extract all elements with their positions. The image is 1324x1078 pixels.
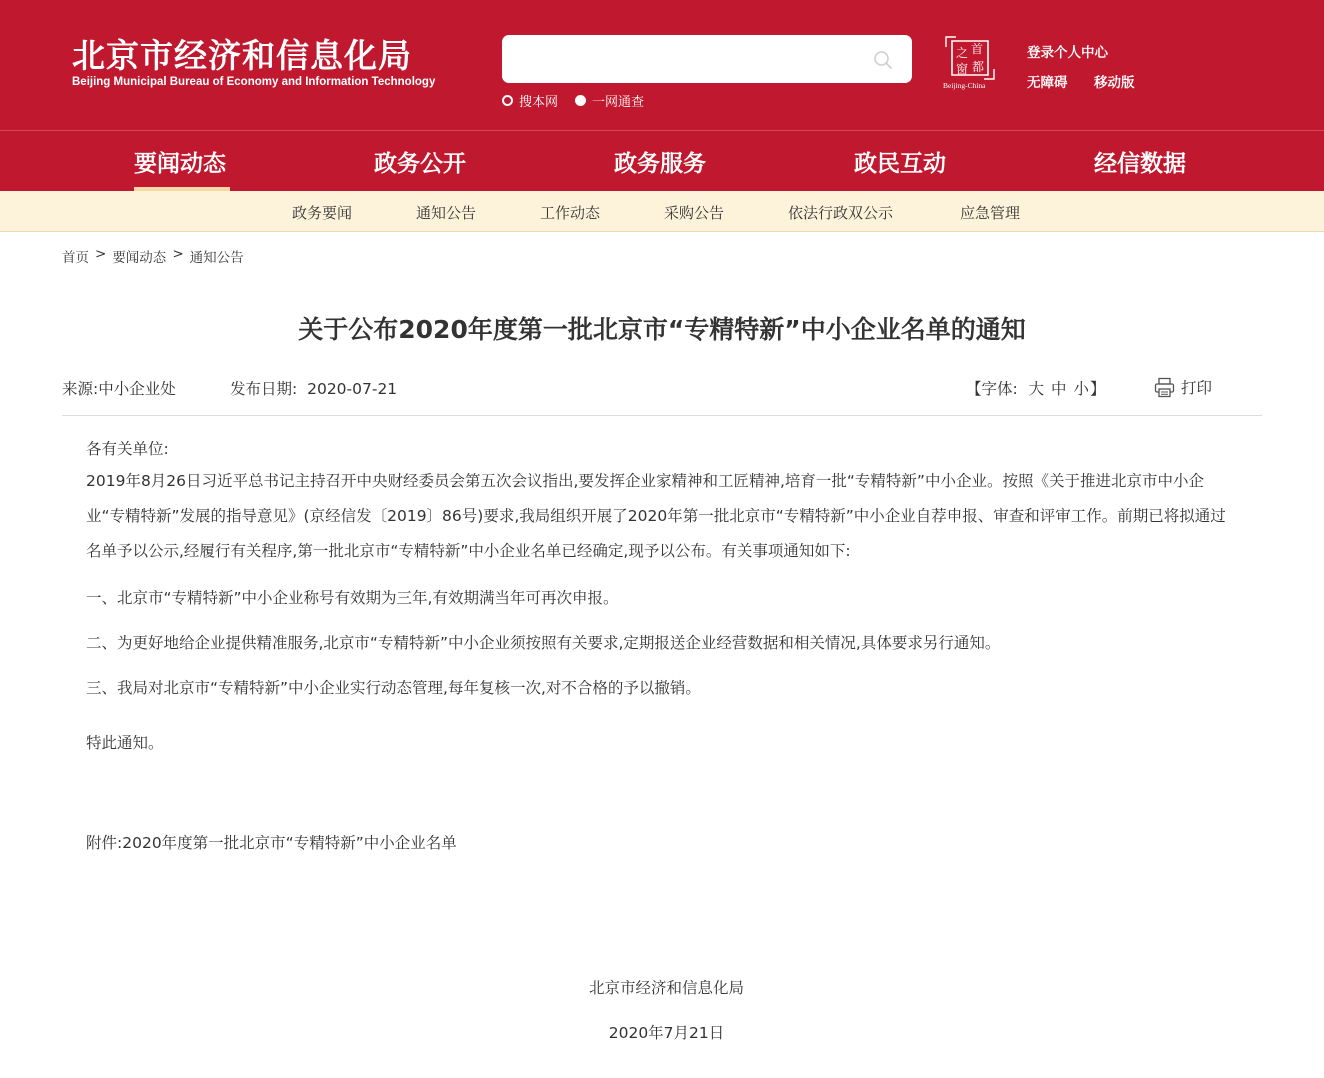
logo-char: 都 xyxy=(971,60,985,74)
breadcrumb-separator: > xyxy=(172,246,184,262)
article-source xyxy=(62,377,176,399)
subnav-notices[interactable]: 通知公告 xyxy=(416,204,477,222)
print-button[interactable] xyxy=(1154,376,1212,398)
radio-icon xyxy=(502,95,513,106)
article-paragraph: 2019年8月26日习近平总书记主持召开中央财经委员会第五次会议指出,要发挥企业家精神和工匠精神,培育一批“专精特新”中小企业。按照《关于推进北京市中小企业“专精特新”发展的指导意见》(京经信发〔2019〕86号)要求,我局组织开展了2020年第一批北京市“专精特新”中小企业自荐申报、审查和评审工作。前期已将拟通过名单予以公示,经履行有关程序,第一批北京市“专精特新”中小企业名单已经确定,现予以公布。有关事项通知如下: xyxy=(86,472,1226,560)
article-item: 一、北京市“专精特新”中小企业称号有效期为三年,有效期满当年可再次申报。 xyxy=(86,589,619,607)
subnav-procurement[interactable]: 采购公告 xyxy=(664,204,725,222)
nav-government-services[interactable]: 政务服务 xyxy=(614,151,706,177)
breadcrumb-notices[interactable]: 通知公告 xyxy=(189,250,244,266)
search-icon[interactable] xyxy=(872,49,894,71)
subnav-emergency[interactable]: 应急管理 xyxy=(960,204,1021,222)
signature-organization: 北京市经济和信息化局 xyxy=(588,979,744,997)
font-size-large[interactable]: 大 xyxy=(1028,380,1045,398)
date-label: 发布日期: xyxy=(230,380,298,398)
search-scope-network[interactable] xyxy=(575,91,644,110)
article-title: 关于公布2020年度第一批北京市“专精特新”中小企业名单的通知 xyxy=(298,315,1026,344)
breadcrumb xyxy=(62,246,244,266)
logo-char: 首 xyxy=(970,42,984,56)
login-link[interactable]: 登录个人中心 xyxy=(1027,45,1108,61)
attachment-link[interactable]: 2020年度第一批北京市“专精特新”中小企业名单 xyxy=(122,834,457,852)
site-title[interactable]: 北京市经济和信息化局 xyxy=(72,36,412,75)
radio-selected-icon xyxy=(575,95,586,106)
site-title-english[interactable]: Beijing Municipal Bureau of Economy and Information Technology xyxy=(72,76,436,88)
search-scope-site[interactable] xyxy=(502,91,558,110)
mobile-version-link[interactable]: 移动版 xyxy=(1094,75,1135,91)
breadcrumb-news[interactable]: 要闻动态 xyxy=(112,250,167,266)
article-closing: 特此通知。 xyxy=(86,734,164,752)
article-date xyxy=(230,377,397,399)
source-label: 来源: xyxy=(62,380,99,398)
breadcrumb-separator: > xyxy=(95,246,107,262)
search-scope-label: 一网通查 xyxy=(592,95,645,110)
nav-news[interactable]: 要闻动态 xyxy=(134,151,226,177)
nav-government-affairs[interactable]: 政务公开 xyxy=(374,151,466,177)
font-ctrl-open: 【字体: xyxy=(966,380,1018,398)
article-salutation: 各有关单位: xyxy=(86,440,169,458)
article-item: 二、为更好地给企业提供精准服务,北京市“专精特新”中小企业须按照有关要求,定期报送企业经营数据和相关情况,具体要求另行通知。 xyxy=(86,634,1001,652)
meta-divider xyxy=(62,415,1262,416)
subnav-gov-news[interactable]: 政务要闻 xyxy=(292,204,353,222)
logo-char: 之 xyxy=(955,46,969,60)
nav-public-interaction[interactable]: 政民互动 xyxy=(854,151,946,177)
breadcrumb-home[interactable]: 首页 xyxy=(62,250,89,266)
signature-date: 2020年7月21日 xyxy=(608,1024,725,1042)
main-nav xyxy=(0,130,1324,191)
sub-nav xyxy=(0,191,1324,232)
capital-logo-caption: Beijing-China xyxy=(943,81,986,90)
article-item: 三、我局对北京市“专精特新”中小企业实行动态管理,每年复核一次,对不合格的予以撤销。 xyxy=(86,679,701,697)
article-attachment xyxy=(86,831,1231,853)
source-value: 中小企业处 xyxy=(98,380,176,398)
printer-icon xyxy=(1154,377,1175,398)
font-size-small[interactable]: 小 xyxy=(1073,380,1090,398)
font-ctrl-close: 】 xyxy=(1090,380,1106,398)
logo-char: 窗 xyxy=(955,62,969,76)
site-header xyxy=(0,0,1324,130)
search-box xyxy=(502,35,912,83)
font-size-medium[interactable]: 中 xyxy=(1051,380,1067,398)
attachment-label: 附件: xyxy=(86,834,123,852)
subnav-work-updates[interactable]: 工作动态 xyxy=(540,204,601,222)
date-value: 2020-07-21 xyxy=(307,380,398,398)
search-input[interactable] xyxy=(514,45,854,73)
print-label: 打印 xyxy=(1181,379,1213,397)
accessibility-link[interactable]: 无障碍 xyxy=(1027,75,1068,91)
font-size-control xyxy=(966,377,1106,399)
nav-economic-data[interactable]: 经信数据 xyxy=(1094,151,1186,177)
search-scope-label: 搜本网 xyxy=(519,95,559,110)
subnav-law-publicity[interactable]: 依法行政双公示 xyxy=(788,204,894,222)
